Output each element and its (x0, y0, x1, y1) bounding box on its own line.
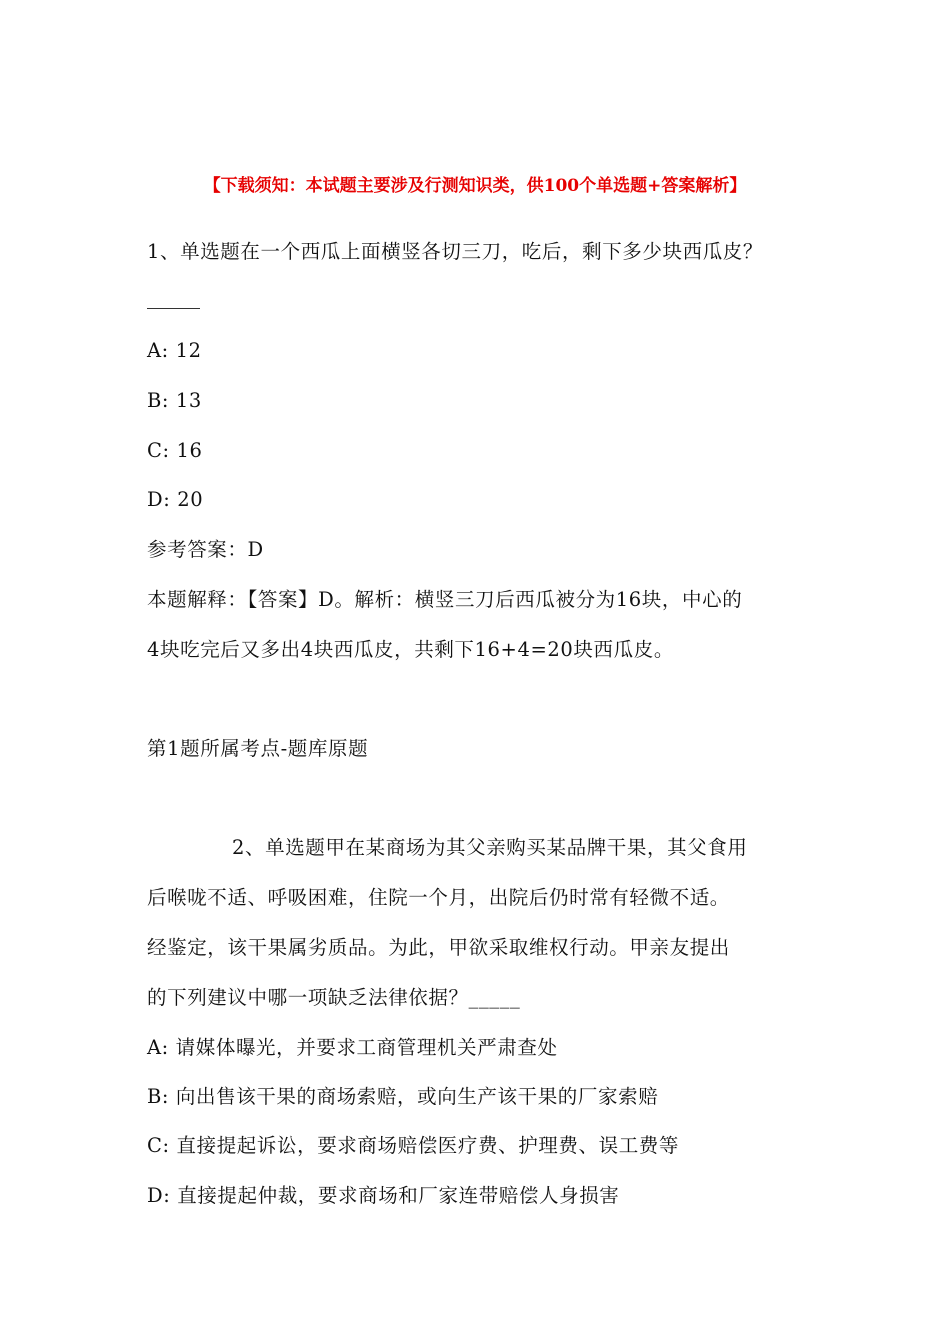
q2-option-d: D: 直接提起仲裁，要求商场和厂家连带赔偿人身损害 (147, 1184, 620, 1207)
q2-option-a: A: 请媒体曝光，并要求工商管理机关严肃查处 (147, 1036, 558, 1059)
q1-stem: 1、单选题在一个西瓜上面横竖各切三刀，吃后，剩下多少块西瓜皮？ (147, 240, 764, 263)
q1-option-a: A: 12 (147, 339, 202, 362)
q2-stem-line4: 的下列建议中哪一项缺乏法律依据？_____ (147, 986, 521, 1009)
q1-explanation-line2: 4块吃完后又多出4块西瓜皮，共剩下16+4=20块西瓜皮。 (147, 638, 674, 661)
q1-option-d: D: 20 (147, 488, 204, 511)
q2-option-c: C: 直接提起诉讼，要求商场赔偿医疗费、护理费、误工费等 (147, 1134, 679, 1157)
q2-stem-line2: 后喉咙不适、呼吸困难，住院一个月，出院后仍时常有轻微不适。 (147, 886, 730, 909)
q1-answer: 参考答案：D (147, 538, 264, 561)
q1-topic: 第1题所属考点-题库原题 (147, 737, 369, 760)
q2-stem-line3: 经鉴定，该干果属劣质品。为此，甲欲采取维权行动。甲亲友提出 (147, 936, 730, 959)
download-notice: 【下载须知：本试题主要涉及行测知识类，供100个单选题+答案解析】 (203, 176, 747, 196)
q1-option-b: B: 13 (147, 389, 202, 412)
q1-answer-blank (147, 308, 200, 309)
q1-explanation-line1: 本题解释：【答案】D。解析：横竖三刀后西瓜被分为16块，中心的 (147, 588, 743, 611)
q1-option-c: C: 16 (147, 439, 203, 462)
q2-stem-line1: 2、单选题甲在某商场为其父亲购买某品牌干果，其父食用 (232, 836, 748, 859)
q2-option-b: B: 向出售该干果的商场索赔，或向生产该干果的厂家索赔 (147, 1085, 659, 1108)
